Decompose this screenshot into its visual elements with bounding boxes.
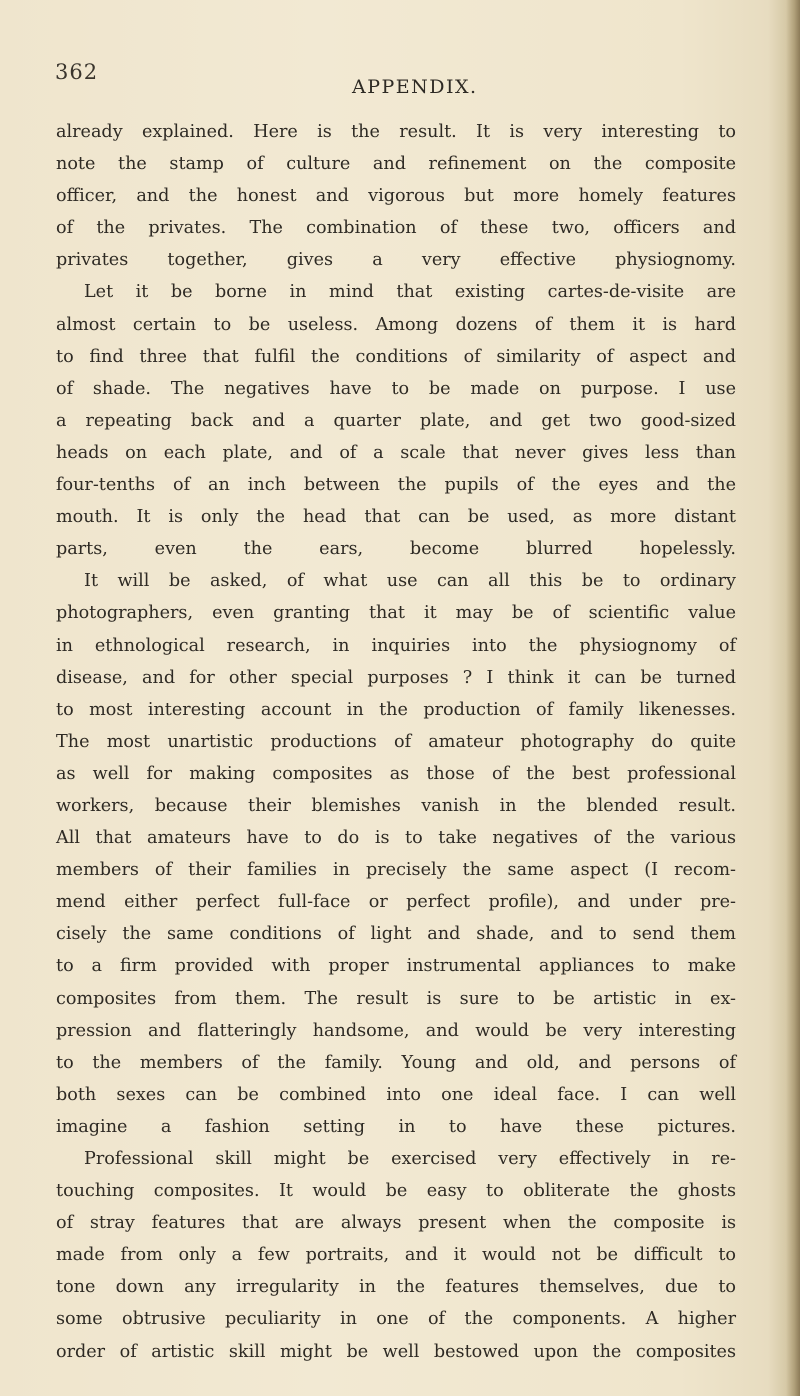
text-line: All that amateurs have to do is to take negatives of the various	[56, 828, 736, 849]
text-line: parts, even the ears, become blurred hopelessly.	[56, 539, 736, 560]
text-line: members of their families in precisely the same aspect (I recom-	[56, 860, 736, 881]
text-line: workers, because their blemishes vanish in the blended result.	[56, 795, 736, 816]
text-line: Professional skill might be exercised very effectively in re-	[84, 1149, 736, 1169]
text-line: heads on each plate, and of a scale that never gives less than	[56, 442, 736, 463]
text-line: four-tenths of an inch between the pupils of the eyes and the	[56, 475, 736, 496]
text-line: disease, and for other special purposes ? I think it can be turned	[56, 667, 736, 688]
text-line: of stray features that are always present when the composite is	[56, 1213, 736, 1234]
text-line: Let it be borne in mind that existing cartes-de-visite are	[84, 282, 736, 303]
body-text	[56, 116, 736, 1368]
text-line: already explained. Here is the result. It is very interesting to	[56, 122, 736, 142]
text-line: of the privates. The combination of these two, officers and	[56, 218, 736, 239]
text-line: to the members of the family. Young and old, and persons of	[56, 1052, 736, 1073]
text-line: made from only a few portraits, and it would not be difficult to	[56, 1245, 736, 1266]
text-line: as well for making composites as those of the best professional	[56, 763, 736, 784]
text-line: to most interesting account in the production of family likenesses.	[56, 699, 736, 720]
text-line: officer, and the honest and vigorous but more homely features	[56, 186, 736, 207]
text-line: cisely the same conditions of light and shade, and to send them	[56, 924, 736, 945]
text-line: imagine a fashion setting in to have these pictures.	[56, 1116, 736, 1137]
page-edge-shadow	[786, 0, 800, 1396]
text-line: of shade. The negatives have to be made on purpose. I use	[56, 378, 736, 399]
text-line: mend either perfect full-face or perfect profile), and under pre-	[56, 892, 736, 913]
running-head: APPENDIX.	[352, 76, 478, 98]
text-line: order of artistic skill might be well bestowed upon the composites	[56, 1341, 736, 1362]
text-line: pression and flatteringly handsome, and would be very interesting	[56, 1020, 736, 1041]
text-line: composites from them. The result is sure to be artistic in ex-	[56, 988, 736, 1009]
text-line: note the stamp of culture and refinement on the composite	[56, 154, 736, 175]
text-line: privates together, gives a very effective physiognomy.	[56, 250, 736, 271]
text-line: mouth. It is only the head that can be used, as more distant	[56, 507, 736, 528]
text-line: photographers, even granting that it may be of scientific value	[56, 603, 736, 624]
text-line: in ethnological research, in inquiries into the physiognomy of	[56, 635, 736, 656]
text-line: to a firm provided with proper instrumental appliances to make	[56, 956, 736, 977]
text-line: tone down any irregularity in the features themselves, due to	[56, 1277, 736, 1298]
text-line: both sexes can be combined into one ideal face. I can well	[56, 1084, 736, 1105]
text-line: some obtrusive peculiarity in one of the components. A higher	[56, 1309, 736, 1330]
text-line: The most unartistic productions of amateur photography do quite	[56, 731, 736, 752]
text-line: It will be asked, of what use can all this be to ordinary	[84, 571, 736, 592]
text-line: a repeating back and a quarter plate, and get two good-sized	[56, 410, 736, 431]
text-line: almost certain to be useless. Among dozens of them it is hard	[56, 314, 736, 335]
text-line: to find three that fulfil the conditions of similarity of aspect and	[56, 346, 736, 367]
text-line: touching composites. It would be easy to obliterate the ghosts	[56, 1181, 736, 1202]
page-number: 362	[55, 60, 99, 84]
